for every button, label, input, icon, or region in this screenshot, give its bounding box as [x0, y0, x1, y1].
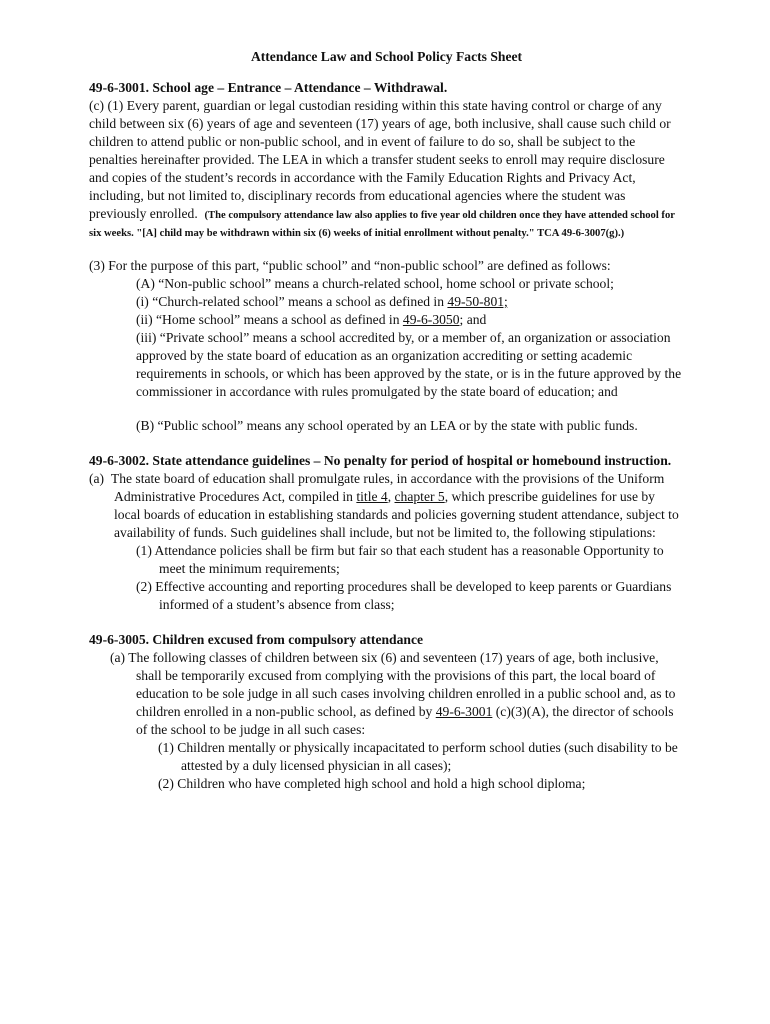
paragraph-3002-a-sep: , — [387, 489, 395, 504]
paragraph-3005-a — [110, 649, 684, 739]
paragraph-c3-intro: (3) For the purpose of this part, “public school” and “non-public school” are defined as follows: — [89, 258, 611, 273]
section-heading-3002: 49-6-3002. State attendance guidelines – No penalty for period of hospital or homebound instruction. — [89, 453, 672, 468]
link-49-50-801[interactable]: 49-50-801; — [447, 294, 508, 309]
stipulation-2: (2) Effective accounting and reporting procedures shall be developed to keep parents or Guardians informed of a student’s absence from class; — [136, 579, 672, 612]
section-49-6-3001 — [89, 79, 684, 435]
section-heading-3001: 49-6-3001. School age – Entrance – Attendance – Withdrawal. — [89, 80, 448, 95]
paragraph-c1-text: (c) (1) Every parent, guardian or legal custodian residing within this state having control or charge of any child between six (6) years of age and seventeen (17) years of age, both inclusive, shall cause such child or children to attend public or non-public school, and in event of failure to do so, shall be subject to the penalties hereinafter provided. The LEA in which a transfer student seeks to enroll may require disclosure and copies of the student’s records in accordance with the Family Education Rights and Privacy Act, including, but not limited to, disciplinary records from educational agencies where the student was previously enrolled. — [89, 98, 671, 221]
definition-i-text: (i) “Church-related school” means a school as defined in — [136, 294, 448, 309]
section-49-6-3005 — [89, 631, 684, 793]
section-heading-3005: 49-6-3005. Children excused from compulsory attendance — [89, 632, 424, 647]
link-49-6-3050[interactable]: 49-6-3050 — [402, 312, 460, 327]
definitions-list — [136, 275, 684, 401]
excused-item-2: (2) Children who have completed high school and hold a high school diploma; — [158, 776, 586, 791]
definition-ii — [136, 311, 684, 329]
excused-item-1: (1) Children mentally or physically incapacitated to perform school duties (such disability to be attested by a duly licensed physician in all cases); — [158, 740, 678, 773]
link-chapter-5[interactable]: chapter 5 — [394, 489, 445, 504]
paragraph-3002-a — [89, 470, 684, 542]
definition-a: (A) “Non-public school” means a church-related school, home school or private school; — [136, 276, 614, 291]
document-title: Attendance Law and School Policy Facts Sheet — [250, 49, 523, 64]
link-title-4[interactable]: title 4 — [356, 489, 388, 504]
paragraph-3002-a-label: (a) — [89, 471, 105, 486]
excused-list — [158, 739, 684, 793]
stipulation-1: (1) Attendance policies shall be firm but fair so that each student has a reasonable Opportunity to meet the minimum requirements; — [136, 543, 664, 576]
definition-b: (B) “Public school” means any school operated by an LEA or by the state with public funds. — [136, 418, 638, 433]
paragraph-c1 — [89, 97, 684, 241]
definition-i — [136, 293, 684, 311]
paragraph-3002-a-rest: , which prescribe guidelines for use by local boards of education in establishing standards and policies governing student attendance, subject to availability of funds. Such guidelines shall include, but not be limited to, the following stipulations: — [114, 489, 679, 540]
paragraph-3002-a-text: The state board of education shall promulgate rules, in accordance with the provisions of the Uniform Administrative Procedures Act, compiled in — [110, 471, 665, 504]
stipulations-list — [136, 542, 684, 614]
definition-ii-text: (ii) “Home school” means a school as defined in — [136, 312, 403, 327]
paragraph-3005-a-text: (a) The following classes of children between six (6) and seventeen (17) years of age, both inclusive, shall be temporarily excused from complying with the provisions of this part, the local board of education to be sole judge in all such cases involving children enrolled in a public school and, as to children enrolled in a non-public school, as defined by — [110, 650, 676, 719]
section-49-6-3002 — [89, 452, 684, 614]
compulsory-note: (The compulsory attendance law also applies to five year old children once they have attended school for six weeks. "[A] child may be withdrawn within six (6) weeks of initial enrollment without penalty." TCA 49-6-3007(g).) — [89, 210, 675, 239]
link-49-6-3001[interactable]: 49-6-3001 — [435, 704, 493, 719]
paragraph-3005-a-rest: (c)(3)(A), the director of schools of the school to be judge in all such cases: — [136, 704, 674, 737]
definition-iii: (iii) “Private school” means a school accredited by, or a member of, an organization or association approved by the state board of education as an organization accrediting or setting academic requirements in schools, or which has been approved by the state, or is in the future approved by the commissioner in accordance with rules promulgated by the state board of education; and — [136, 330, 682, 399]
definition-ii-end: ; and — [459, 312, 487, 327]
